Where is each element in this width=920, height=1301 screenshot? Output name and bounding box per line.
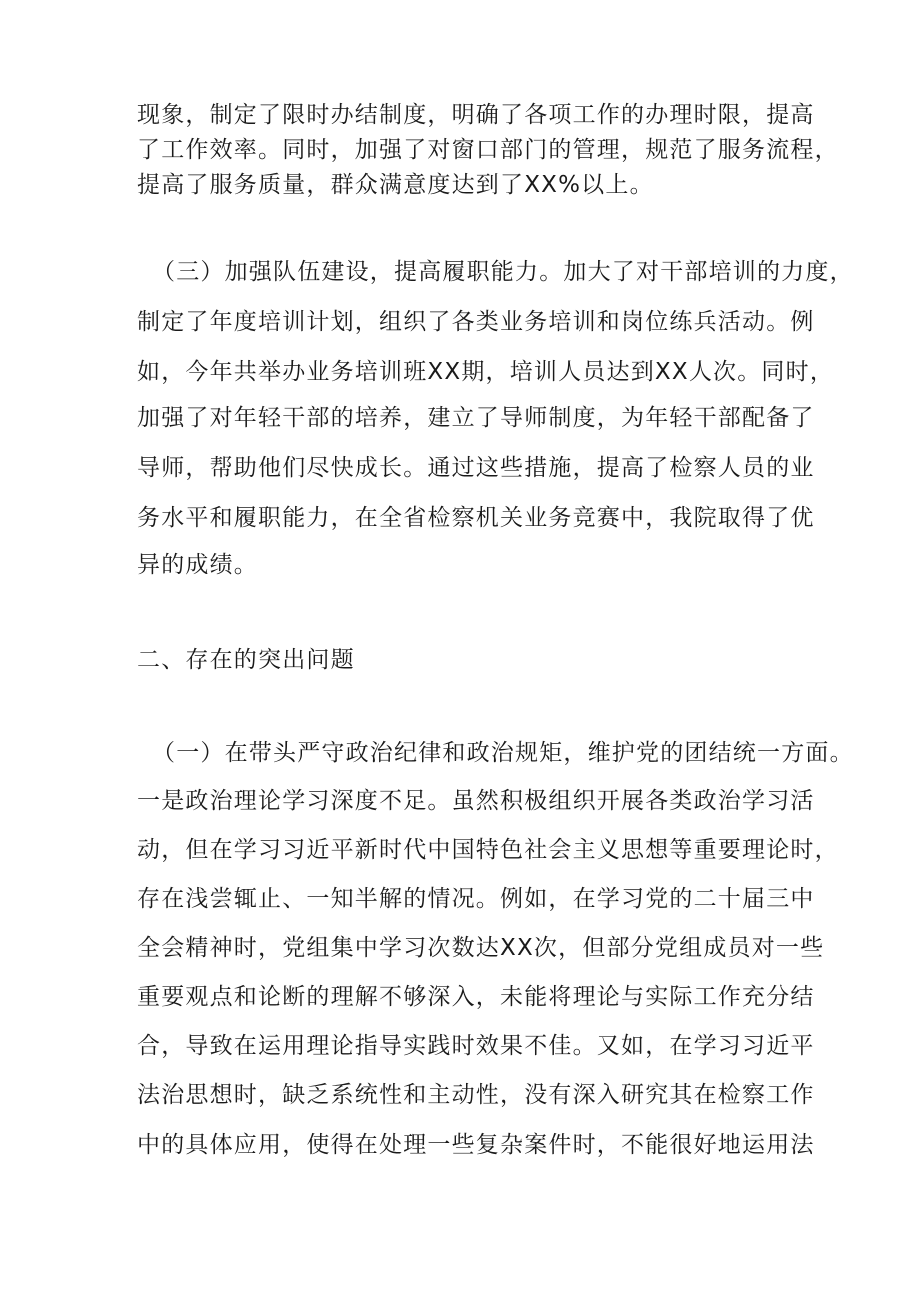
paragraph-2-line-5: 导师，帮助他们尽快成长。通过这些措施，提高了检察人员的业 bbox=[137, 455, 815, 481]
paragraph-3-line-9: 中的具体应用，使得在处理一些复杂案件时，不能很好地运用法 bbox=[137, 1132, 815, 1158]
paragraph-2-line-4: 加强了对年轻干部的培养，建立了导师制度，为年轻干部配备了 bbox=[137, 405, 815, 431]
paragraph-3-line-3: 动，但在学习习近平新时代中国特色社会主义思想等重要理论时， bbox=[137, 837, 839, 863]
paragraph-1-line-1: 现象，制定了限时办结制度，明确了各项工作的办理时限，提高 bbox=[137, 102, 815, 128]
paragraph-2-line-1: （三）加强队伍建设，提高履职能力。加大了对干部培训的力度， bbox=[152, 259, 854, 285]
paragraph-2-line-7: 异的成绩。 bbox=[137, 552, 258, 578]
paragraph-2-line-2: 制定了年度培训计划，组织了各类业务培训和岗位练兵活动。例 bbox=[137, 309, 815, 335]
paragraph-3-line-7: 合，导致在运用理论指导实践时效果不佳。又如，在学习习近平 bbox=[137, 1033, 815, 1059]
paragraph-2-line-6: 务水平和履职能力，在全省检察机关业务竞赛中，我院取得了优 bbox=[137, 505, 815, 531]
paragraph-3-line-5: 全会精神时，党组集中学习次数达XX次，但部分党组成员对一些 bbox=[137, 935, 825, 961]
paragraph-3-line-4: 存在浅尝辄止、一知半解的情况。例如，在学习党的二十届三中 bbox=[137, 886, 815, 912]
paragraph-2-line-3: 如，今年共举办业务培训班XX期，培训人员达到XX人次。同时， bbox=[137, 359, 835, 385]
paragraph-3-line-1: （一）在带头严守政治纪律和政治规矩，维护党的团结统一方面。 bbox=[152, 740, 854, 766]
paragraph-3-line-8: 法治思想时，缺乏系统性和主动性，没有深入研究其在检察工作 bbox=[137, 1082, 815, 1108]
section-heading: 二、存在的突出问题 bbox=[137, 647, 355, 673]
paragraph-3-line-2: 一是政治理论学习深度不足。虽然积极组织开展各类政治学习活 bbox=[137, 788, 815, 814]
paragraph-3-line-6: 重要观点和论断的理解不够深入，未能将理论与实际工作充分结 bbox=[137, 984, 815, 1010]
paragraph-1-line-3: 提高了服务质量，群众满意度达到了XX%以上。 bbox=[137, 172, 654, 198]
paragraph-1-line-2: 了工作效率。同时，加强了对窗口部门的管理，规范了服务流程， bbox=[137, 137, 839, 163]
